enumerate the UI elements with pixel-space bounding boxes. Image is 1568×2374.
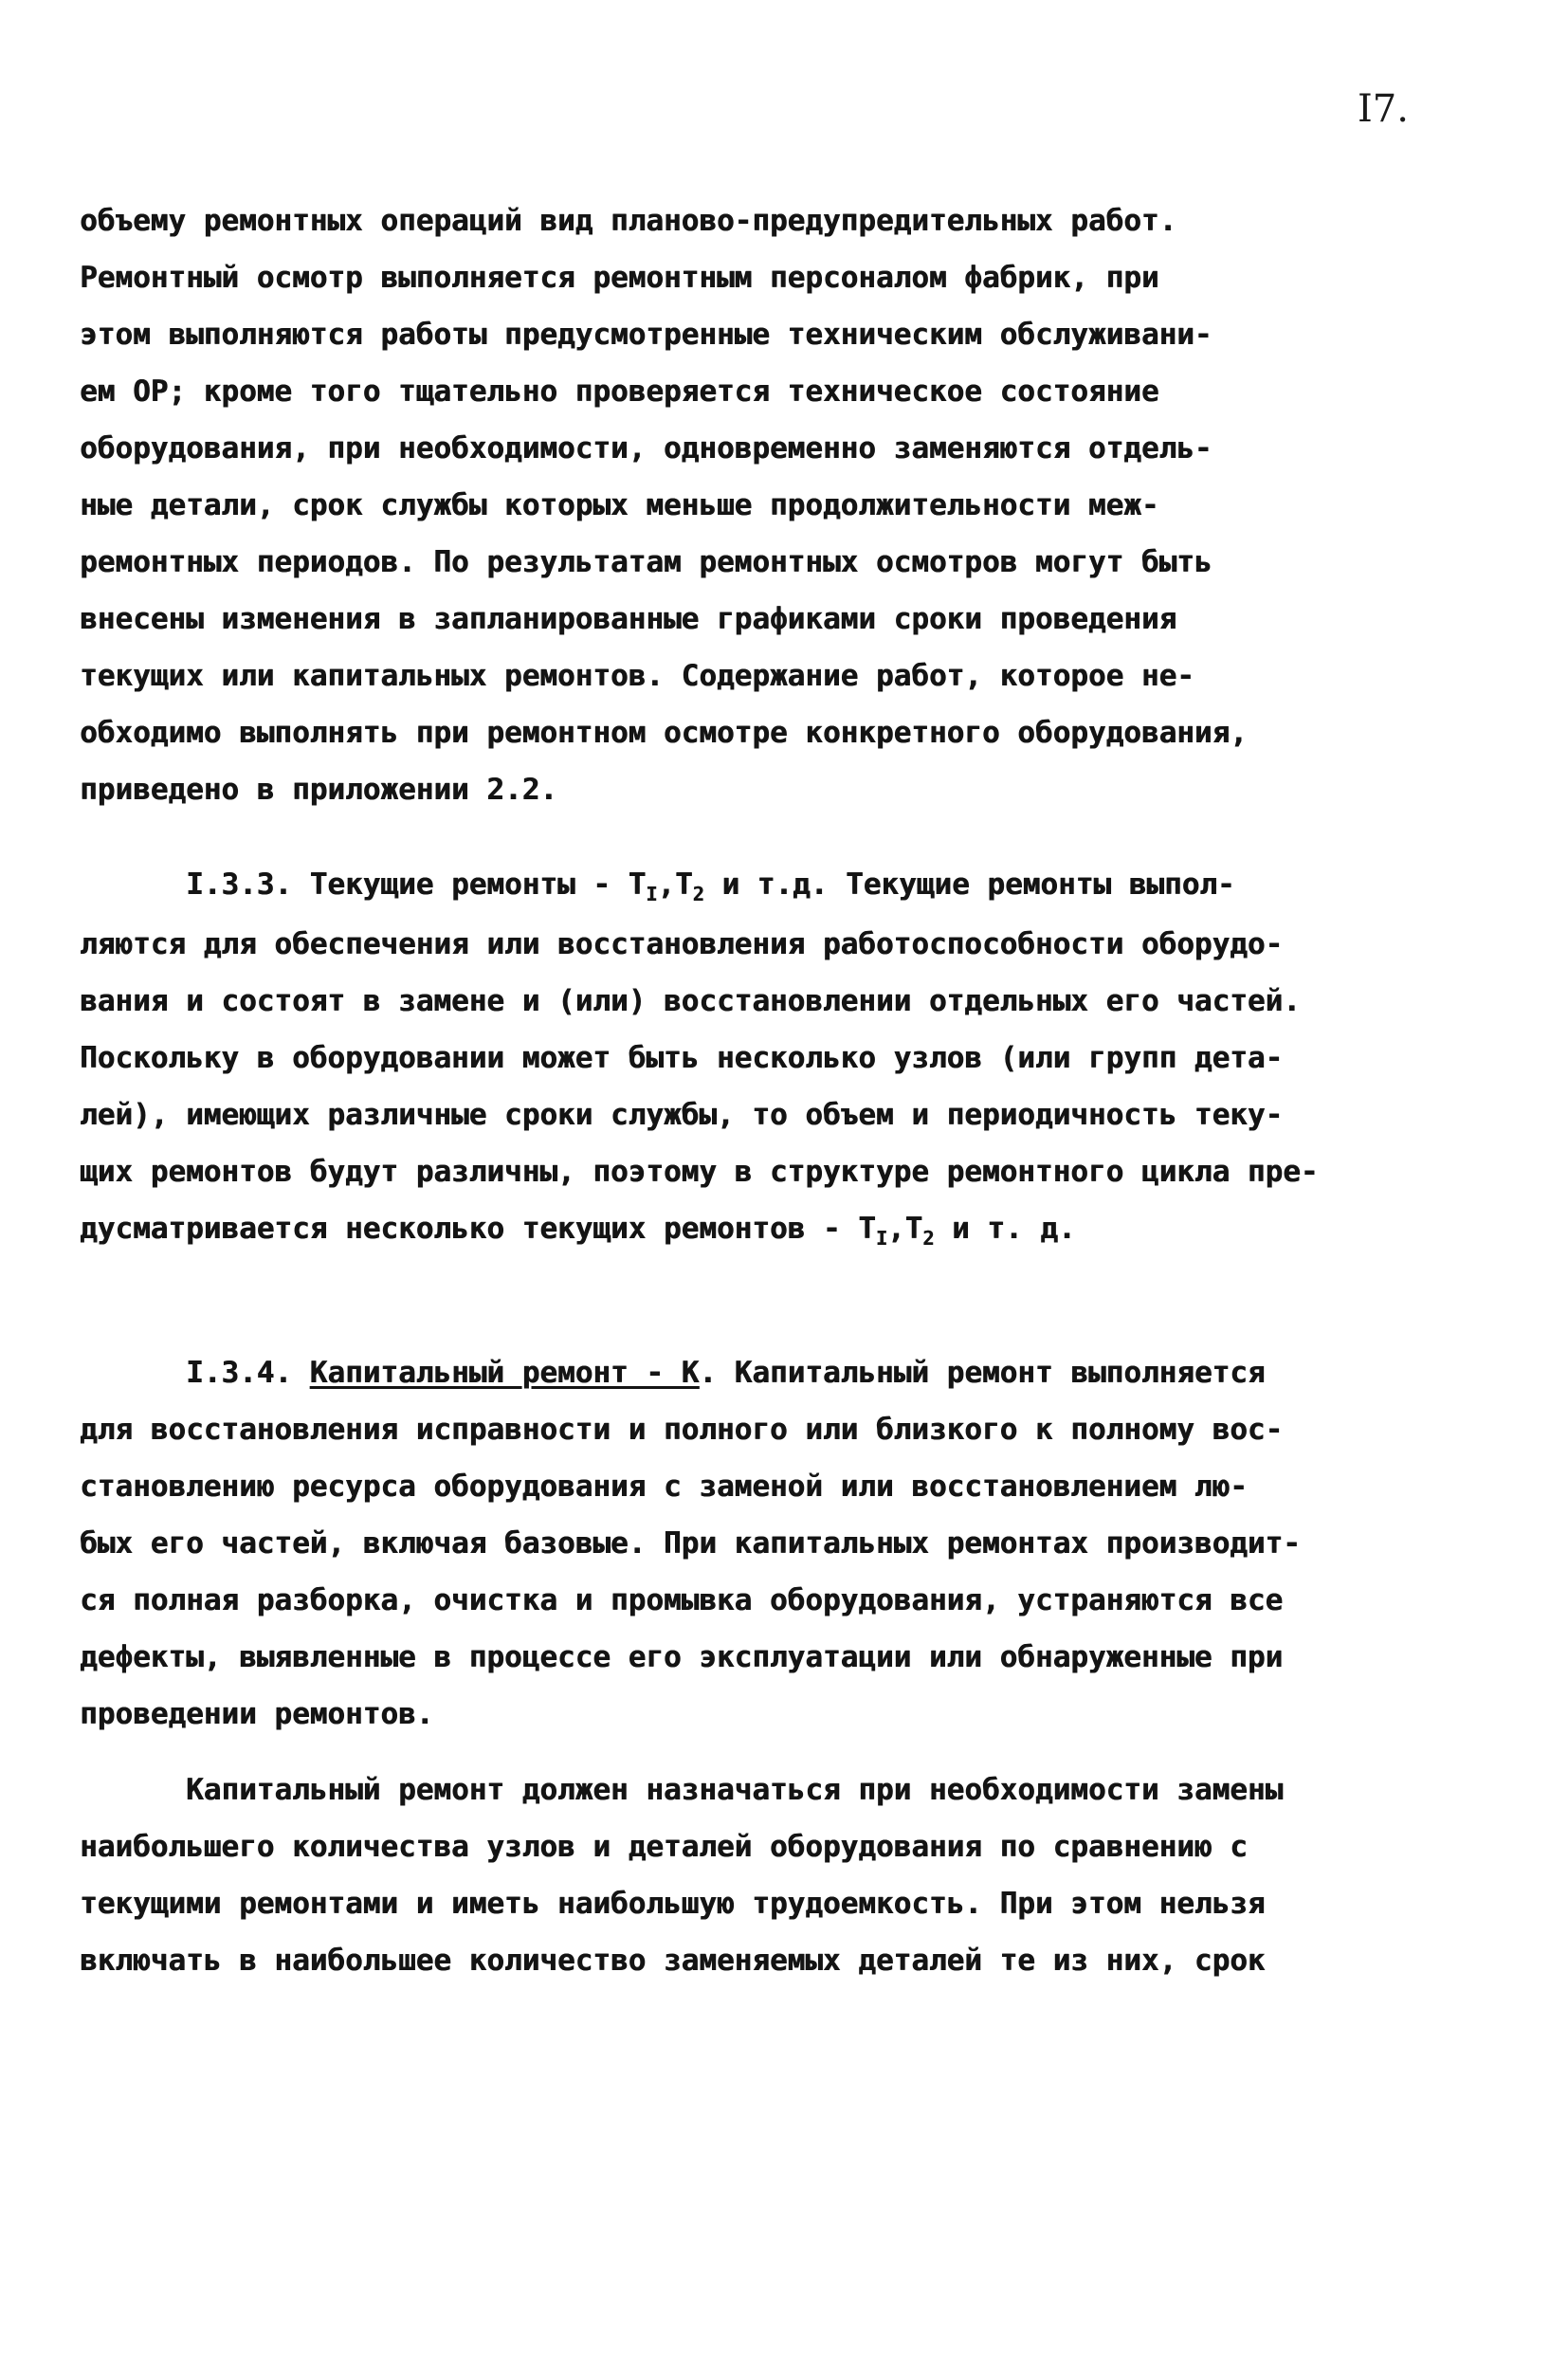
text-line: этом выполняются работы предусмотренные техническим обслуживани- bbox=[80, 318, 1212, 352]
text-line: щих ремонтов будут различны, поэтому в структуре ремонтного цикла пре- bbox=[80, 1155, 1319, 1189]
subscript: 2 bbox=[692, 883, 704, 906]
line-text: ,T bbox=[886, 1212, 923, 1246]
text-line: ремонтных периодов. По результатам ремонтных осмотров могут быть bbox=[80, 545, 1212, 579]
text-line: оборудования, при необходимости, одновременно заменяются отдель- bbox=[80, 431, 1212, 466]
line-text: ,T bbox=[657, 867, 693, 902]
section-title: Капитальный ремонт - К bbox=[309, 1356, 700, 1390]
text-line: вания и состоят в замене и (или) восстановлении отдельных его частей. bbox=[80, 984, 1301, 1018]
text-line: лей), имеющих различные сроки службы, то объем и периодичность теку- bbox=[80, 1098, 1284, 1132]
text-line: приведено в приложении 2.2. bbox=[80, 773, 557, 807]
line-text: и т. д. bbox=[934, 1212, 1076, 1246]
subscript: I bbox=[875, 1227, 887, 1251]
subscript: 2 bbox=[922, 1227, 935, 1251]
text-line: текущих или капитальных ремонтов. Содержание работ, которое не- bbox=[80, 659, 1194, 693]
text-line: ляются для обеспечения или восстановления работоспособности оборудо- bbox=[80, 927, 1284, 961]
section-number: I.3.4. bbox=[186, 1356, 310, 1390]
text-line: обходимо выполнять при ремонтном осмотре конкретного оборудования, bbox=[80, 716, 1248, 750]
text-line: наибольшего количества узлов и деталей оборудования по сравнению с bbox=[80, 1830, 1248, 1864]
text-line bbox=[186, 867, 1235, 905]
text-line: дефекты, выявленные в процессе его эксплуатации или обнаруженные при bbox=[80, 1640, 1284, 1674]
text-line: внесены изменения в запланированные графиками сроки проведения bbox=[80, 602, 1177, 636]
text-line: объему ремонтных операций вид планово-предупредительных работ. bbox=[80, 204, 1177, 238]
text-line: Капитальный ремонт должен назначаться при необходимости замены bbox=[186, 1773, 1284, 1807]
text-line: бых его частей, включая базовые. При капитальных ремонтах производит- bbox=[80, 1526, 1301, 1561]
text-line: Поскольку в оборудовании может быть несколько узлов (или групп дета- bbox=[80, 1041, 1284, 1075]
text-line: Ремонтный осмотр выполняется ремонтным персоналом фабрик, при bbox=[80, 261, 1159, 295]
section-heading-line bbox=[186, 1356, 1266, 1390]
page-number: I7. bbox=[1358, 87, 1409, 131]
line-text: I.3.3. Текущие ремонты - T bbox=[186, 867, 647, 902]
text-line: текущими ремонтами и иметь наибольшую трудоемкость. При этом нельзя bbox=[80, 1887, 1266, 1921]
text-line: становлению ресурса оборудования с заменой или восстановлением лю- bbox=[80, 1470, 1248, 1504]
text-line bbox=[80, 1212, 1076, 1250]
text-line: включать в наибольшее количество заменяемых деталей те из них, срок bbox=[80, 1944, 1266, 1978]
text-line: проведении ремонтов. bbox=[80, 1697, 434, 1731]
text-line: ные детали, срок службы которых меньше продолжительности меж- bbox=[80, 488, 1159, 522]
text-line: ся полная разборка, очистка и промывка оборудования, устраняются все bbox=[80, 1583, 1284, 1617]
text-line: ем ОР; кроме того тщательно проверяется техническое состояние bbox=[80, 374, 1159, 409]
line-text: и т.д. Текущие ремонты выпол- bbox=[703, 867, 1235, 902]
text-line: для восстановления исправности и полного или близкого к полному вос- bbox=[80, 1413, 1284, 1447]
line-text: . Капитальный ремонт выполняется bbox=[699, 1356, 1266, 1390]
line-text: дусматривается несколько текущих ремонтов - T bbox=[80, 1212, 876, 1246]
subscript: I bbox=[646, 883, 658, 906]
